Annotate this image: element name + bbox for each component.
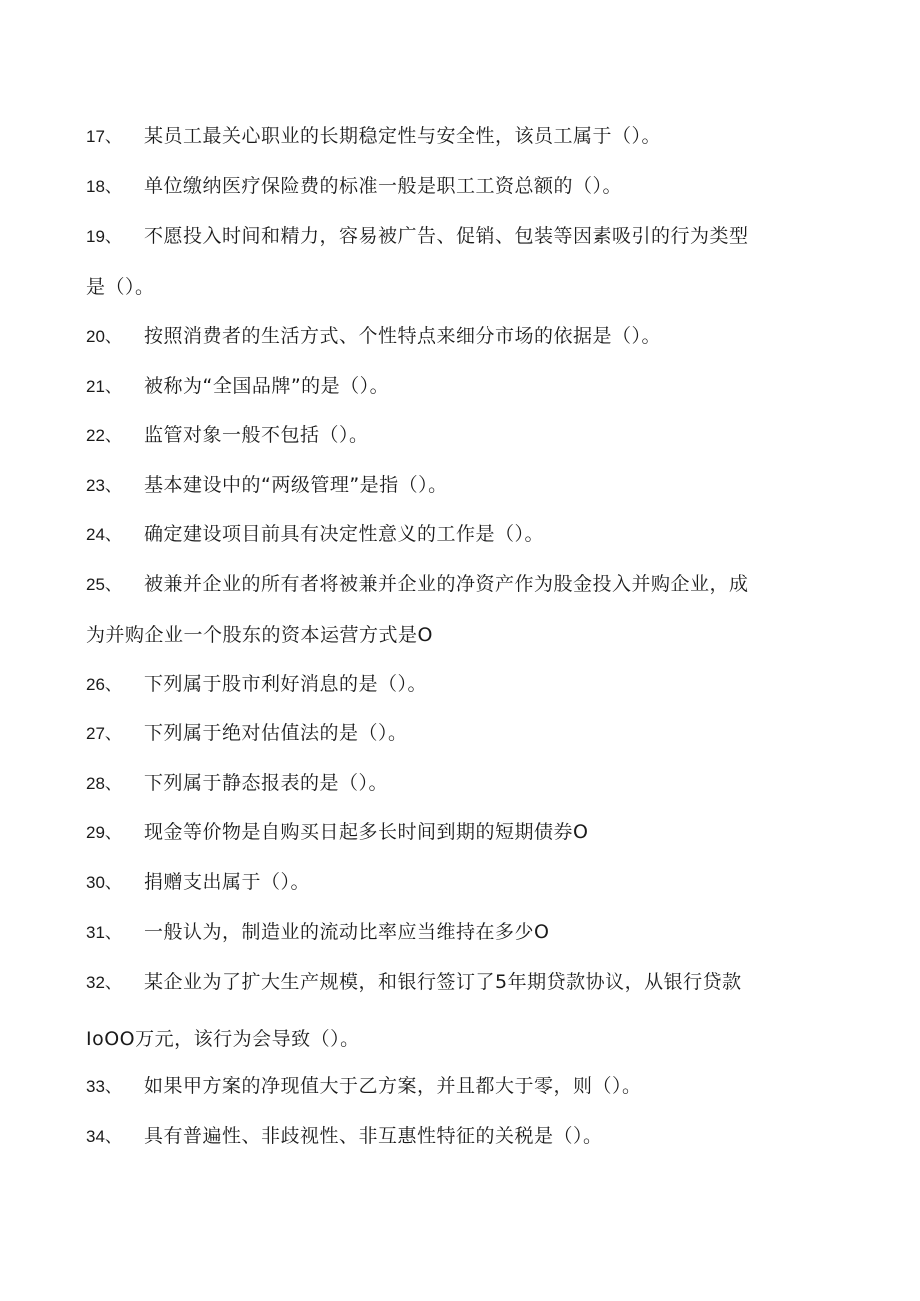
question-number: 19、 xyxy=(86,227,122,246)
question-21 xyxy=(86,361,826,412)
question-number: 31、 xyxy=(86,923,122,942)
question-number: 27、 xyxy=(86,724,122,743)
question-text: 被兼并企业的所有者将被兼并企业的净资产作为股金投入并购企业，成 xyxy=(144,573,749,595)
question-32 xyxy=(86,957,826,1064)
question-17 xyxy=(86,111,826,162)
question-text: 按照消费者的生活方式、个性特点来细分市场的依据是（）。 xyxy=(144,325,662,347)
question-number: 23、 xyxy=(86,476,122,495)
question-text: 某员工最关心职业的长期稳定性与安全性，该员工属于（）。 xyxy=(144,125,662,147)
question-text: 一般认为，制造业的流动比率应当维持在多少O xyxy=(144,921,550,943)
question-number: 18、 xyxy=(86,177,122,196)
question-number: 26、 xyxy=(86,675,122,694)
question-26 xyxy=(86,659,826,710)
question-text: 基本建设中的“两级管理”是指（）。 xyxy=(144,474,448,496)
question-22 xyxy=(86,410,826,461)
question-number: 21、 xyxy=(86,377,122,396)
question-text: 如果甲方案的净现值大于乙方案，并且都大于零，则（）。 xyxy=(144,1075,642,1097)
question-25 xyxy=(86,559,826,660)
question-number: 28、 xyxy=(86,774,122,793)
question-text-continued: IoOO万元，该行为会导致（）。 xyxy=(86,1028,360,1050)
question-number: 22、 xyxy=(86,426,122,445)
question-text-continued: 是（）。 xyxy=(86,276,155,298)
question-number: 24、 xyxy=(86,525,122,544)
question-text: 下列属于绝对估值法的是（）。 xyxy=(144,722,408,744)
question-number: 33、 xyxy=(86,1077,122,1096)
question-text: 确定建设项目前具有决定性意义的工作是（）。 xyxy=(144,523,545,545)
question-29 xyxy=(86,807,826,858)
question-text: 单位缴纳医疗保险费的标准一般是职工工资总额的（）。 xyxy=(144,175,623,197)
question-number: 17、 xyxy=(86,127,122,146)
question-text: 下列属于股市利好消息的是（）。 xyxy=(144,673,428,695)
question-text: 被称为“全国品牌”的是（）。 xyxy=(144,375,390,397)
question-number: 30、 xyxy=(86,873,122,892)
question-18 xyxy=(86,161,826,212)
question-23 xyxy=(86,460,826,511)
question-number: 34、 xyxy=(86,1127,122,1146)
question-20 xyxy=(86,311,826,362)
question-text: 现金等价物是自购买日起多长时间到期的短期债券O xyxy=(144,821,589,843)
question-text-continued: 为并购企业一个股东的资本运营方式是O xyxy=(86,624,433,646)
question-19 xyxy=(86,211,826,312)
question-text: 监管对象一般不包括（）。 xyxy=(144,424,369,446)
question-text: 具有普遍性、非歧视性、非互惠性特征的关税是（）。 xyxy=(144,1125,603,1147)
question-number: 32、 xyxy=(86,973,122,992)
question-34 xyxy=(86,1111,826,1162)
question-33 xyxy=(86,1061,826,1112)
question-27 xyxy=(86,708,826,759)
question-text: 捐赠支出属于（）。 xyxy=(144,871,311,893)
question-text: 某企业为了扩大生产规模，和银行签订了5年期贷款协议，从银行贷款 xyxy=(144,971,742,993)
question-24 xyxy=(86,509,826,560)
question-text: 下列属于静态报表的是（）。 xyxy=(144,772,389,794)
question-number: 25、 xyxy=(86,575,122,594)
question-number: 29、 xyxy=(86,823,122,842)
question-30 xyxy=(86,857,826,908)
question-31 xyxy=(86,907,826,958)
question-number: 20、 xyxy=(86,327,122,346)
question-text: 不愿投入时间和精力，容易被广告、促销、包装等因素吸引的行为类型 xyxy=(144,225,749,247)
question-28 xyxy=(86,758,826,809)
